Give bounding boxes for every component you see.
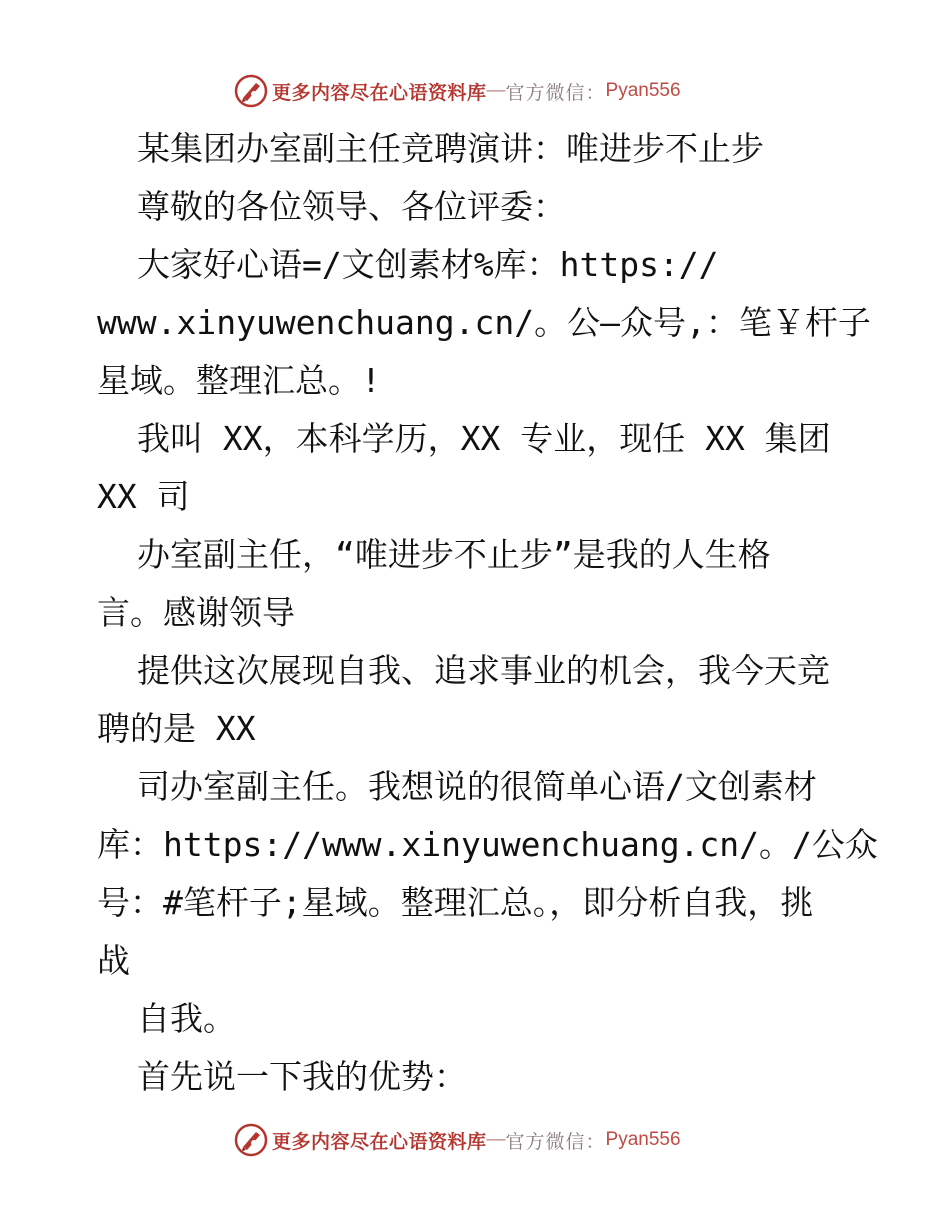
paragraph-line: 战 [97, 941, 130, 980]
paragraph-line: XX 司 [97, 477, 190, 516]
footer-watermark [234, 1120, 681, 1160]
salutation: 尊敬的各位领导、各位评委： [137, 187, 566, 226]
document-body [97, 120, 878, 1106]
paragraph-line: 聘的是 XX [97, 709, 256, 748]
paragraph-line: 司办室副主任。我想说的很简单心语/文创素材 [137, 767, 817, 806]
watermark-account: Pyan556 [605, 80, 681, 101]
paragraph-line: 自我。 [137, 999, 236, 1038]
pen-logo-icon [234, 1123, 268, 1157]
paragraph-line: www.xinyuwenchuang.cn/。公—众号,：笔￥杆子 [97, 303, 871, 342]
paragraph-line: 号：#笔杆子;星域。整理汇总。，即分析自我，挑 [97, 883, 814, 922]
paragraph-line: 言。感谢领导 [97, 593, 295, 632]
header-watermark [234, 71, 681, 111]
watermark-dash: — [486, 1129, 506, 1150]
paragraph-line: 首先说一下我的优势： [137, 1057, 467, 1096]
watermark-label: 官方微信： [505, 81, 606, 104]
paragraph-line: 星域。整理汇总。! [97, 361, 381, 400]
paragraph-line: 大家好心语=/文创素材%库：https:// [137, 245, 719, 284]
paragraph-line: 库：https://www.xinyuwenchuang.cn/。/公众 [97, 825, 878, 864]
watermark-brand: 更多内容尽在心语资料库 [272, 81, 487, 104]
paragraph-line: 我叫 XX，本科学历，XX 专业，现任 XX 集团 [137, 419, 831, 458]
watermark-brand: 更多内容尽在心语资料库 [272, 1130, 487, 1153]
pen-logo-icon [234, 74, 268, 108]
watermark-label: 官方微信： [505, 1130, 606, 1153]
paragraph-line: 提供这次展现自我、追求事业的机会，我今天竞 [137, 651, 830, 690]
paragraph-line: 办室副主任，“唯进步不止步”是我的人生格 [137, 535, 771, 574]
watermark-dash: — [486, 80, 506, 101]
document-title: 某集团办室副主任竞聘演讲：唯进步不止步 [137, 129, 764, 168]
watermark-account: Pyan556 [605, 1129, 681, 1150]
